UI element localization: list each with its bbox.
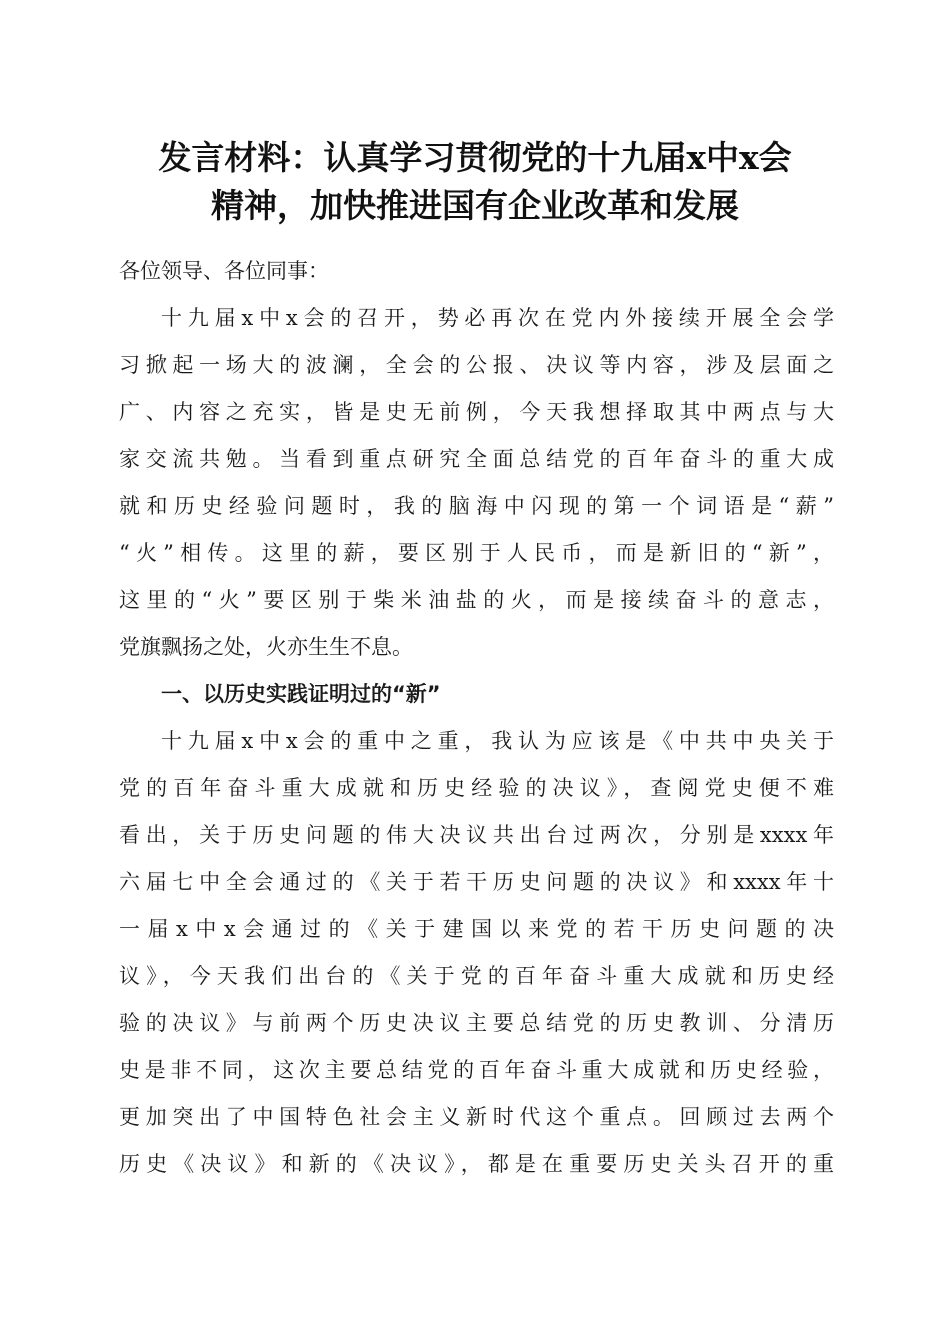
paragraph-1-line: 十九届x中x会的召开，势必再次在党内外接续开展全会学 xyxy=(161,306,834,330)
document-body xyxy=(119,248,834,1188)
document-title xyxy=(100,134,850,230)
paragraph-2-line: 更加突出了中国特色社会主义新时代这个重点。回顾过去两个 xyxy=(119,1105,834,1129)
salutation: 各位领导、各位同事： xyxy=(119,259,329,283)
paragraph-2-line: 议》，今天我们出台的《关于党的百年奋斗重大成就和历史经 xyxy=(119,964,834,988)
paragraph-2-line: 看出，关于历史问题的伟大决议共出台过两次，分别是xxxx年 xyxy=(119,823,834,847)
section-heading-1: 一、以历史实践证明过的“新” xyxy=(161,682,441,706)
paragraph-2-line: 党的百年奋斗重大成就和历史经验的决议》，查阅党史便不难 xyxy=(119,776,834,800)
paragraph-1-line: 这里的“火”要区别于柴米油盐的火，而是接续奋斗的意志， xyxy=(119,588,834,612)
title-line-2: 精神，加快推进国有企业改革和发展 xyxy=(211,186,739,225)
paragraph-2-line: 一届x中x会通过的《关于建国以来党的若干历史问题的决 xyxy=(119,917,834,941)
paragraph-2-line: 十九届x中x会的重中之重，我认为应该是《中共中央关于 xyxy=(161,729,834,753)
title-line-1: 发言材料：认真学习贯彻党的十九届x中x会 xyxy=(158,138,792,177)
paragraph-2-line: 验的决议》与前两个历史决议主要总结党的历史教训、分清历 xyxy=(119,1011,834,1035)
paragraph-1-line: “火”相传。这里的薪，要区别于人民币，而是新旧的“新”， xyxy=(119,541,834,565)
paragraph-2-line: 六届七中全会通过的《关于若干历史问题的决议》和xxxx年十 xyxy=(119,870,834,894)
paragraph-1-line: 习掀起一场大的波澜，全会的公报、决议等内容，涉及层面之 xyxy=(119,353,834,377)
paragraph-1-line: 家交流共勉。当看到重点研究全面总结党的百年奋斗的重大成 xyxy=(119,447,834,471)
paragraph-1-line: 广、内容之充实，皆是史无前例，今天我想择取其中两点与大 xyxy=(119,400,834,424)
paragraph-1-line: 就和历史经验问题时，我的脑海中闪现的第一个词语是“薪” xyxy=(119,494,834,518)
paragraph-1-line: 党旗飘扬之处，火亦生生不息。 xyxy=(119,635,413,659)
paragraph-2-line: 史是非不同，这次主要总结党的百年奋斗重大成就和历史经验， xyxy=(119,1058,834,1082)
paragraph-2-line: 历史《决议》和新的《决议》，都是在重要历史关头召开的重 xyxy=(119,1152,834,1176)
